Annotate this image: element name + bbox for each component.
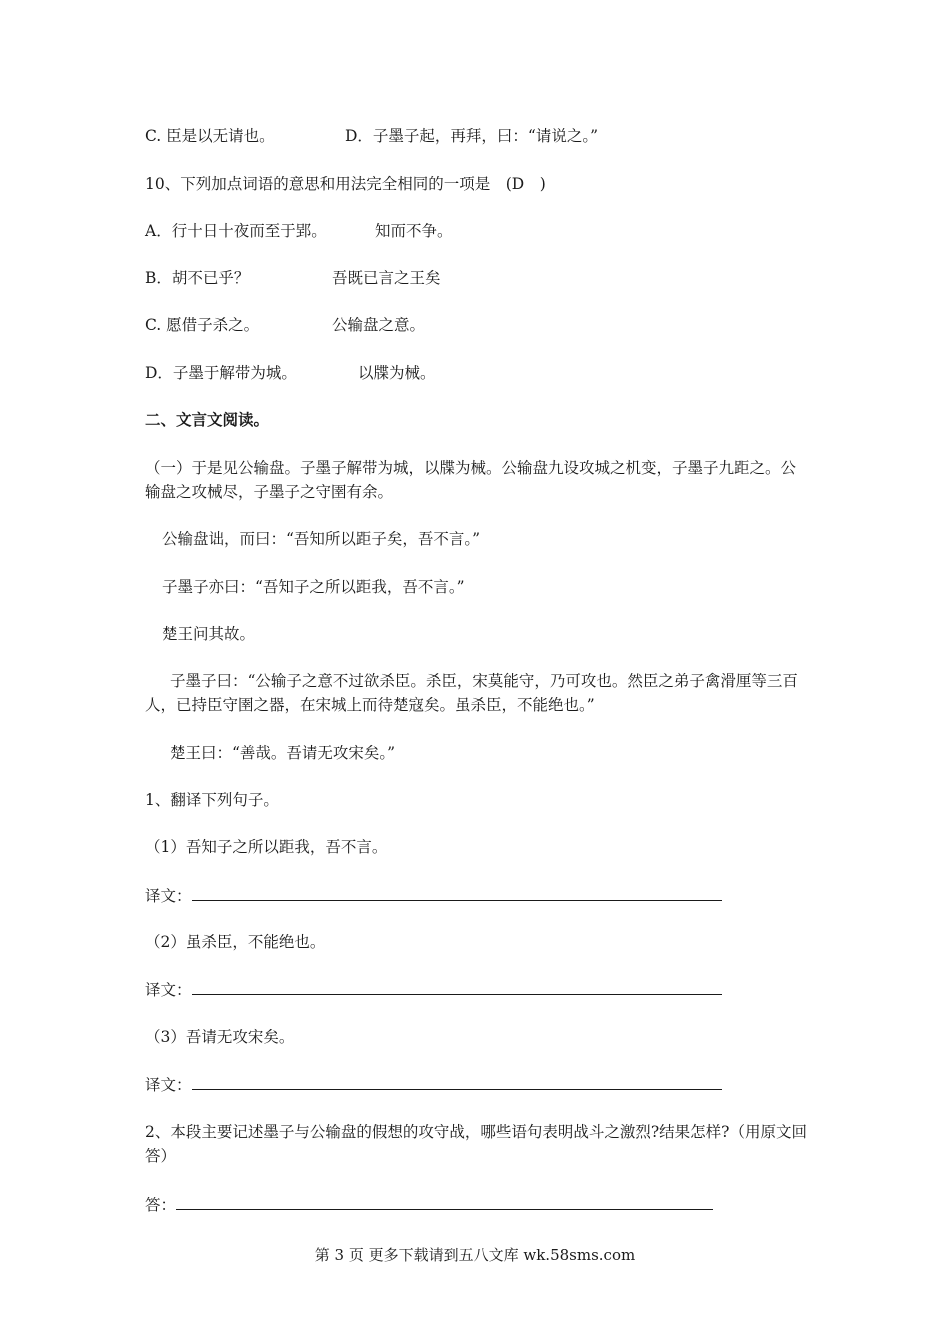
q2-stem: 2、本段主要记述墨子与公输盘的假想的攻守战，哪些语句表明战斗之激烈?结果怎样?（用原文回答） — [145, 1123, 807, 1165]
passage-paragraph-6: 楚王曰：“善哉。吾请无攻宋矣。” — [170, 744, 396, 762]
passage-paragraph-5: 子墨子曰：“公输子之意不过欲杀臣。杀臣，宋莫能守，乃可攻也。然臣之弟子禽滑厘等三百人，已持臣守圉之器，在宋城上而待楚寇矣。虽杀臣，不能绝也。” — [145, 672, 798, 714]
passage-paragraph-2: 公输盘诎，而曰：“吾知所以距子矣，吾不言。” — [162, 530, 481, 548]
q2-answer — [145, 1192, 713, 1217]
q1-item-2: （2）虽杀臣，不能绝也。 — [145, 933, 326, 951]
answer-blank[interactable] — [192, 977, 722, 995]
passage-paragraph-4: 楚王问其故。 — [162, 625, 256, 643]
answer-label: 译文： — [145, 887, 192, 905]
page-footer: 第 3 页 更多下载请到五八文库 wk.58sms.com — [314, 1246, 636, 1264]
answer-blank[interactable] — [192, 883, 722, 901]
q10-option-c — [145, 313, 426, 337]
q10-option-d — [145, 361, 436, 385]
q10-option-d-right: 以牒为械。 — [358, 364, 436, 382]
q10-stem: 10、下列加点词语的意思和用法完全相同的一项是 (D ) — [145, 175, 546, 193]
q9-option-c: C. 臣是以无请也。 — [145, 127, 275, 145]
q1-item-3: （3）吾请无攻宋矣。 — [145, 1028, 295, 1046]
q10-option-a-right: 知而不争。 — [375, 222, 453, 240]
passage-paragraph-1: （一）于是见公输盘。子墨子解带为城，以牒为械。公输盘九设攻城之机变，子墨子九距之。公输盘之攻械尽，子墨子之守圉有余。 — [145, 459, 797, 501]
q1-answer-3 — [145, 1072, 722, 1097]
q10-option-b — [145, 266, 441, 290]
q10-option-c-right: 公输盘之意。 — [332, 316, 426, 334]
passage-paragraph-3: 子墨子亦曰：“吾知子之所以距我，吾不言。” — [162, 578, 465, 596]
q10-option-d-left: D．子墨于解带为城。 — [145, 364, 297, 382]
q9-option-d: D．子墨子起，再拜，曰：“请说之。” — [345, 127, 599, 145]
q1-item-1: （1）吾知子之所以距我，吾不言。 — [145, 838, 388, 856]
q10-option-a — [145, 219, 453, 243]
answer-label: 译文： — [145, 981, 192, 999]
answer-label: 译文： — [145, 1076, 192, 1094]
q1-answer-1 — [145, 883, 722, 908]
section-heading: 二、文言文阅读。 — [145, 410, 270, 429]
q10-option-c-left: C. 愿借子杀之。 — [145, 316, 260, 334]
answer-blank[interactable] — [176, 1192, 713, 1210]
q9-options-row — [145, 124, 599, 148]
answer-label: 答： — [145, 1196, 177, 1214]
q10-option-a-left: A．行十日十夜而至于郢。 — [145, 222, 327, 240]
q10-option-b-right: 吾既已言之王矣 — [332, 269, 441, 287]
q1-answer-2 — [145, 977, 722, 1002]
q1-stem: 1、翻译下列句子。 — [145, 791, 279, 809]
q10-option-b-left: B．胡不已乎？ — [145, 269, 250, 287]
answer-blank[interactable] — [192, 1072, 722, 1090]
